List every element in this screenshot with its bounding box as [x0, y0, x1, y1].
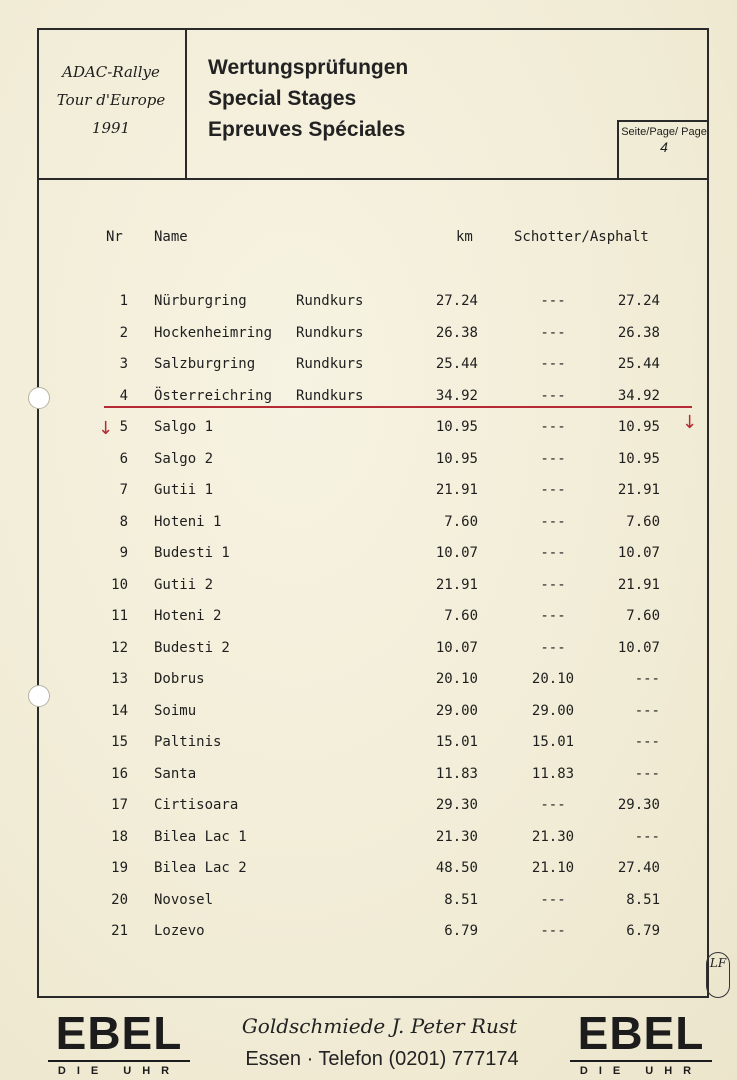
stage-schotter: ---	[540, 545, 566, 561]
stage-schotter: ---	[540, 388, 566, 404]
table-row	[0, 923, 737, 953]
footer	[0, 1000, 737, 1080]
stage-asphalt: 21.91	[617, 577, 660, 593]
stage-km: 10.95	[435, 419, 478, 435]
stage-km: 11.83	[435, 766, 478, 782]
stage-asphalt: 29.30	[617, 797, 660, 813]
stage-schotter: 11.83	[531, 766, 575, 782]
table-row	[0, 293, 737, 323]
table-row	[0, 356, 737, 386]
stage-km: 26.38	[435, 325, 478, 341]
stage-nr: 12	[111, 640, 128, 656]
stage-subtitle: Rundkurs	[296, 293, 364, 309]
stage-name: Hockenheimring	[154, 325, 273, 341]
stage-nr: 7	[119, 482, 128, 498]
stage-name: Österreichring	[154, 388, 273, 404]
table-row	[0, 451, 737, 481]
stage-name: Nürburgring	[154, 293, 247, 309]
handwritten-initials: LF	[706, 952, 730, 998]
stage-nr: 10	[111, 577, 128, 593]
stage-asphalt: 6.79	[626, 923, 660, 939]
stage-name: Salgo 1	[154, 419, 214, 435]
column-header-nr: Nr	[106, 229, 123, 245]
table-row	[0, 829, 737, 859]
stage-km: 21.91	[435, 482, 478, 498]
stage-asphalt: 21.91	[617, 482, 660, 498]
stage-km: 21.30	[435, 829, 478, 845]
stage-km: 10.07	[435, 640, 478, 656]
stage-asphalt: 10.07	[617, 640, 660, 656]
page-box	[617, 120, 709, 180]
event-block	[37, 28, 187, 180]
stage-schotter: ---	[540, 514, 566, 530]
table-row	[0, 545, 737, 575]
stage-asphalt: 10.95	[617, 419, 660, 435]
stage-nr: 15	[111, 734, 128, 750]
stage-schotter: ---	[540, 356, 566, 372]
stage-name: Budesti 2	[154, 640, 230, 656]
stage-name: Cirtisoara	[154, 797, 239, 813]
stage-km: 48.50	[435, 860, 478, 876]
annotation-arrow-right-icon: ↓	[682, 412, 698, 433]
event-subtitle: Tour d'Europe	[56, 91, 166, 109]
stage-schotter: 29.00	[531, 703, 575, 719]
table-row	[0, 482, 737, 512]
stage-nr: 14	[111, 703, 128, 719]
table-row	[0, 797, 737, 827]
stage-schotter: ---	[540, 797, 566, 813]
table-row	[0, 388, 737, 418]
title-german: Wertungsprüfungen	[208, 56, 409, 79]
jeweller-name: Goldschmiede J. Peter Rust	[241, 1014, 518, 1038]
stage-schotter: ---	[540, 923, 566, 939]
stage-schotter: ---	[540, 325, 566, 341]
stage-km: 7.60	[444, 608, 478, 624]
stage-name: Hoteni 1	[154, 514, 222, 530]
ebel-logo-left-tagline: DIE UHR	[48, 1060, 190, 1078]
stage-km: 20.10	[435, 671, 478, 687]
stage-name: Bilea Lac 1	[154, 829, 247, 845]
table-row	[0, 608, 737, 638]
stage-schotter: ---	[540, 451, 566, 467]
ebel-logo-right-text: EBEL	[577, 1007, 705, 1059]
stage-asphalt: 27.24	[617, 293, 660, 309]
stage-nr: 13	[111, 671, 128, 687]
stage-nr: 17	[111, 797, 128, 813]
table-row	[0, 325, 737, 355]
stage-nr: 2	[119, 325, 128, 341]
stage-nr: 8	[119, 514, 128, 530]
stage-asphalt: ---	[634, 703, 660, 719]
ebel-logo-left-text: EBEL	[55, 1007, 183, 1059]
stage-name: Budesti 1	[154, 545, 230, 561]
column-header-name: Name	[154, 229, 188, 245]
stage-name: Gutii 1	[154, 482, 214, 498]
jeweller-address: Essen · Telefon (0201) 777174	[245, 1048, 519, 1070]
stage-asphalt: ---	[634, 734, 660, 750]
stage-name: Gutii 2	[154, 577, 214, 593]
table-row	[0, 577, 737, 607]
stage-asphalt: 27.40	[617, 860, 660, 876]
stage-asphalt: 26.38	[617, 325, 660, 341]
stage-nr: 9	[119, 545, 128, 561]
stage-asphalt: 10.07	[617, 545, 660, 561]
ebel-logo-right	[570, 1007, 712, 1078]
stage-schotter: ---	[540, 892, 566, 908]
stage-km: 8.51	[444, 892, 478, 908]
stage-name: Paltinis	[154, 734, 222, 750]
stage-nr: 6	[119, 451, 128, 467]
annotation-arrow-left-icon: ↓	[98, 418, 114, 439]
stage-nr: 21	[111, 923, 128, 939]
stage-asphalt: ---	[634, 671, 660, 687]
stage-subtitle: Rundkurs	[296, 388, 364, 404]
stage-km: 29.00	[435, 703, 478, 719]
stage-km: 21.91	[435, 577, 478, 593]
stage-name: Soimu	[154, 703, 197, 719]
page-label: Seite/Page/ Page	[621, 126, 707, 138]
stage-km: 27.24	[435, 293, 478, 309]
stage-subtitle: Rundkurs	[296, 356, 364, 372]
table-row	[0, 703, 737, 733]
stage-name: Santa	[154, 766, 197, 782]
stage-nr: 1	[119, 293, 128, 309]
stage-asphalt: ---	[634, 829, 660, 845]
stage-schotter: ---	[540, 640, 566, 656]
stage-km: 34.92	[435, 388, 478, 404]
page-number: 4	[660, 139, 668, 155]
stage-km: 7.60	[444, 514, 478, 530]
stage-km: 15.01	[435, 734, 478, 750]
table-row	[0, 892, 737, 922]
stage-name: Hoteni 2	[154, 608, 222, 624]
punch-hole-bottom	[28, 685, 50, 707]
annotation-red-line	[104, 406, 692, 408]
stage-name: Salgo 2	[154, 451, 214, 467]
stage-name: Salzburgring	[154, 356, 256, 372]
stage-nr: 5	[119, 419, 128, 435]
stage-nr: 16	[111, 766, 128, 782]
table-row	[0, 640, 737, 670]
stage-schotter: ---	[540, 608, 566, 624]
ebel-logo-right-tagline: DIE UHR	[570, 1060, 712, 1078]
stage-asphalt: 7.60	[626, 514, 660, 530]
stage-schotter: 20.10	[531, 671, 575, 687]
stage-nr: 11	[111, 608, 128, 624]
table-row	[0, 860, 737, 890]
stage-schotter: ---	[540, 419, 566, 435]
stage-schotter: ---	[540, 577, 566, 593]
stage-asphalt: 7.60	[626, 608, 660, 624]
stage-asphalt: 34.92	[617, 388, 660, 404]
table-row	[0, 734, 737, 764]
stage-nr: 20	[111, 892, 128, 908]
event-year: 1991	[91, 119, 131, 137]
stage-name: Novosel	[154, 892, 214, 908]
table-row	[0, 671, 737, 701]
stage-km: 29.30	[435, 797, 478, 813]
column-header-surface: Schotter/Asphalt	[514, 229, 649, 245]
document-titles	[208, 52, 408, 145]
stage-schotter: 15.01	[531, 734, 575, 750]
stage-km: 25.44	[435, 356, 478, 372]
stage-schotter: 21.10	[531, 860, 575, 876]
stage-asphalt: ---	[634, 766, 660, 782]
stage-nr: 4	[119, 388, 128, 404]
table-row	[0, 514, 737, 544]
stage-nr: 18	[111, 829, 128, 845]
table-row	[0, 766, 737, 796]
stage-schotter: 21.30	[531, 829, 575, 845]
stage-asphalt: 10.95	[617, 451, 660, 467]
column-header-km: km	[456, 229, 473, 245]
stage-name: Bilea Lac 2	[154, 860, 247, 876]
stage-asphalt: 25.44	[617, 356, 660, 372]
stage-asphalt: 8.51	[626, 892, 660, 908]
stage-subtitle: Rundkurs	[296, 325, 364, 341]
title-english: Special Stages	[208, 87, 357, 110]
stage-nr: 3	[119, 356, 128, 372]
stage-name: Dobrus	[154, 671, 205, 687]
stage-schotter: ---	[540, 293, 566, 309]
stage-schotter: ---	[540, 482, 566, 498]
ebel-logo-left	[48, 1007, 190, 1078]
stage-name: Lozevo	[154, 923, 205, 939]
title-french: Epreuves Spéciales	[208, 118, 406, 141]
stage-nr: 19	[111, 860, 128, 876]
stage-km: 10.95	[435, 451, 478, 467]
stage-km: 6.79	[444, 923, 478, 939]
event-name: ADAC-Rallye	[62, 63, 160, 81]
stage-km: 10.07	[435, 545, 478, 561]
punch-hole-top	[28, 387, 50, 409]
